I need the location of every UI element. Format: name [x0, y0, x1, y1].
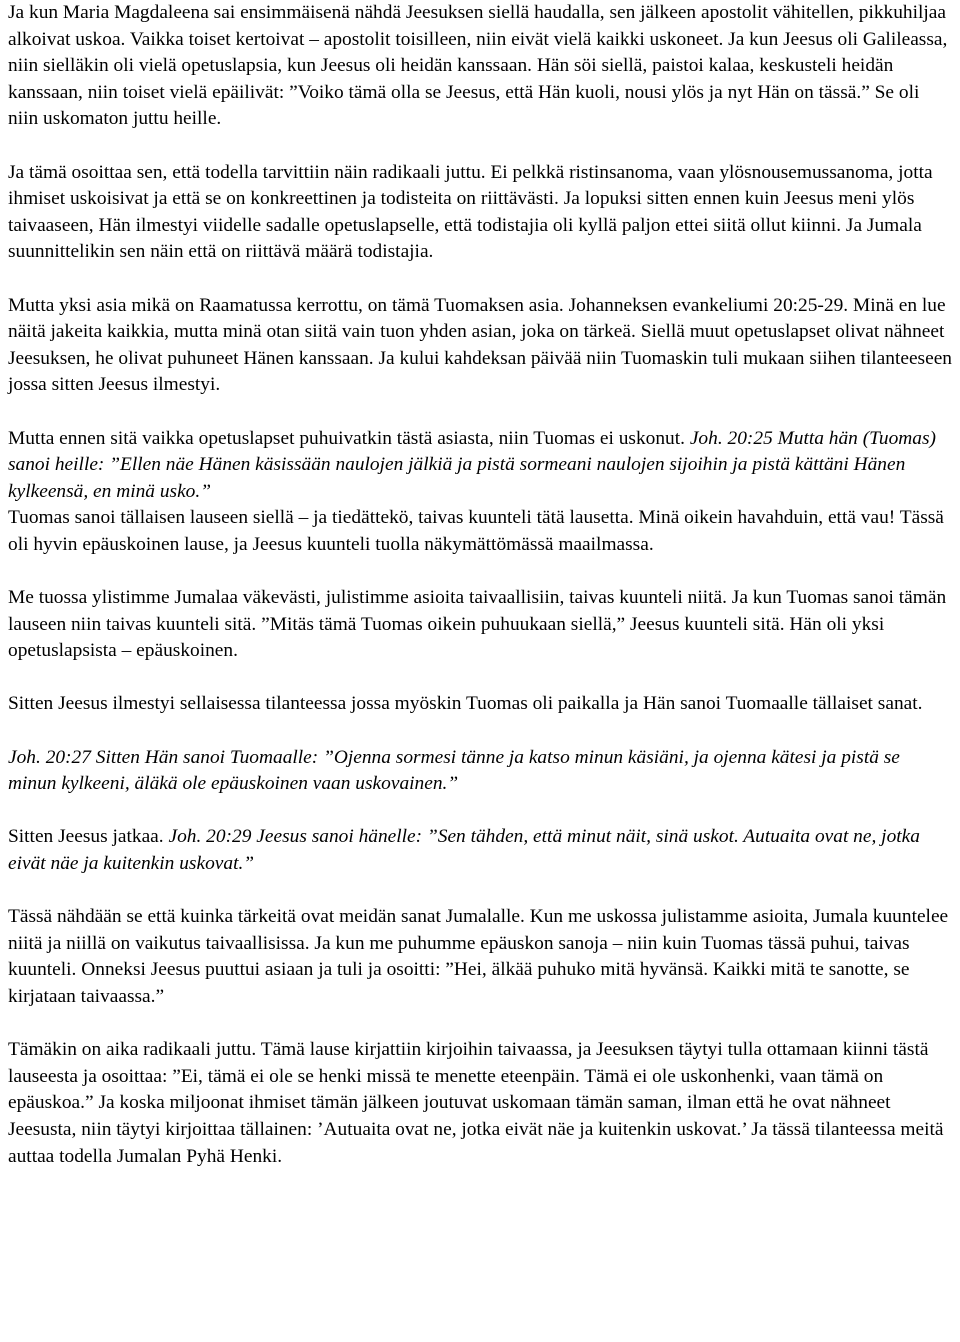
paragraph: [8, 1037, 952, 1170]
paragraph: [8, 160, 952, 266]
text-run: Mutta ennen sitä vaikka opetuslapset puhuivatkin tästä asiasta, niin Tuomas ei uskonut.: [8, 427, 690, 449]
bible-quote: Joh. 20:29 Jeesus sanoi hänelle: ”Sen tähden, että minut näit, sinä uskot. Autuaita ovat ne, jotka eivät näe ja kuitenkin uskovat.”: [8, 826, 920, 874]
text-run: Ja kun Maria Magdaleena sai ensimmäisenä nähdä Jeesuksen siellä haudalla, sen jälkeen apostolit vähitellen, pikkuhiljaa alkoivat uskoa. Vaikka toiset kertoivat – apostolit toisilleen, niin eivät vielä kaikki uskoneet. Ja kun Jeesus oli Galileassa, niin sielläkin oli vielä opetuslapsia, kun Jeesus oli heidän kanssaan. Hän söi siellä, paistoi kalaa, keskusteli heidän kanssaan, niin toiset vielä epäilivät: ”Voiko tämä olla se Jeesus, että Hän kuoli, nousi ylös ja nyt Hän on tässä.” Se oli niin uskomaton juttu heille.: [8, 2, 948, 130]
text-run: Tämäkin on aika radikaali juttu. Tämä lause kirjattiin kirjoihin taivaassa, ja Jeesuksen täytyi tulla ottamaan kiinni tästä lauseesta ja osoittaa: ”Ei, tämä ei ole se henki missä te menette eteenpäin. Tämä ei ole uskonhenki, vaan tämä on epäuskoa.” Ja koska miljoonat ihmiset tämän jälkeen joutuvat uskomaan tämän saman, ilman että he ovat nähneet Jeesusta, niin täytyi kirjoittaa tällainen: ’Autuaita ovat ne, jotka eivät näe ja kuitenkin uskovat.’ Ja tässä tilanteessa meitä auttaa todella Jumalan Pyhä Henki.: [8, 1039, 944, 1167]
paragraph: [8, 0, 952, 133]
paragraph: [8, 824, 952, 877]
paragraph: [8, 293, 952, 399]
bible-quote: Joh. 20:25 Mutta hän (Tuomas) sanoi heille: ”Ellen näe Hänen käsissään naulojen jälkiä ja pistä sormeani naulojen sijoihin ja pistä kättäni Hänen kylkeensä, en minä usko.”: [8, 427, 936, 502]
text-run: Me tuossa ylistimme Jumalaa väkevästi, julistimme asioita taivaallisiin, taivas kuunteli niitä. Ja kun Tuomas sanoi tämän lauseen niin taivas kuunteli sitä. ”Mitäs tämä Tuomas oikein puhuukaan siellä,” Jeesus kuunteli sitä. Hän oli yksi opetuslapsista – epäuskoinen.: [8, 587, 947, 662]
paragraph: [8, 585, 952, 665]
text-run: Ja tämä osoittaa sen, että todella tarvittiin näin radikaali juttu. Ei pelkkä ristinsanoma, vaan ylösnousemussanoma, jotta ihmiset uskoisivat ja että se on konkreettinen ja todisteita on riittävästi. Ja lopuksi sitten ennen kuin Jeesus meni ylös taivaaseen, Hän ilmestyi viidelle sadalle opetuslapselle, että todistajia oli kyllä paljon ettei siitä ollut kiinni. Ja Jumala suunnittelikin sen näin että on riittävä määrä todistajia.: [8, 161, 933, 263]
text-run: Tuomas sanoi tällaisen lauseen siellä – ja tiedättekö, taivas kuunteli tätä lausetta. Minä oikein havahduin, että vau! Tässä oli hyvin epäuskoinen lause, ja Jeesus kuunteli tuolla näkymättömässä maailmassa.: [8, 507, 944, 555]
paragraph: [8, 426, 952, 559]
paragraph: [8, 904, 952, 1010]
bible-quote: Joh. 20:27 Sitten Hän sanoi Tuomaalle: ”Ojenna sormesi tänne ja katso minun käsiäni, ja ojenna kätesi ja pistä se minun kylkeeni, äläkä ole epäuskoinen vaan uskovainen.”: [8, 746, 900, 795]
text-run: Mutta yksi asia mikä on Raamatussa kerrottu, on tämä Tuomaksen asia. Johanneksen evankeliumi 20:25-29. Minä en lue näitä jakeita kaikkia, mutta minä otan siitä vain tuon yhden asian, joka on tärkeä. Siellä muut opetuslapset olivat nähneet Jeesuksen, he olivat puhuneet Hänen kanssaan. Ja kului kahdeksan päivää niin Tuomaskin tuli mukaan siihen tilanteeseen jossa sitten Jeesus ilmestyi.: [8, 294, 953, 396]
paragraph: [8, 745, 952, 798]
text-run: Sitten Jeesus jatkaa.: [8, 826, 169, 848]
text-run: Tässä nähdään se että kuinka tärkeitä ovat meidän sanat Jumalalle. Kun me uskossa julistamme asioita, Jumala kuuntelee niitä ja niillä on vaikutus taivaallisissa. Ja kun me puhumme epäuskon sanoja – niin kuin Tuomas tässä puhui, taivas kuunteli. Onneksi Jeesus puuttui asiaan ja tuli ja osoitti: ”Hei, älkää puhuko mitä hyvänsä. Kaikki mitä te sanotte, se kirjataan taivaassa.”: [8, 906, 949, 1007]
paragraph: [8, 691, 952, 718]
text-run: Sitten Jeesus ilmestyi sellaisessa tilanteessa jossa myöskin Tuomas oli paikalla ja Hän sanoi Tuomaalle tällaiset sanat.: [8, 693, 923, 715]
